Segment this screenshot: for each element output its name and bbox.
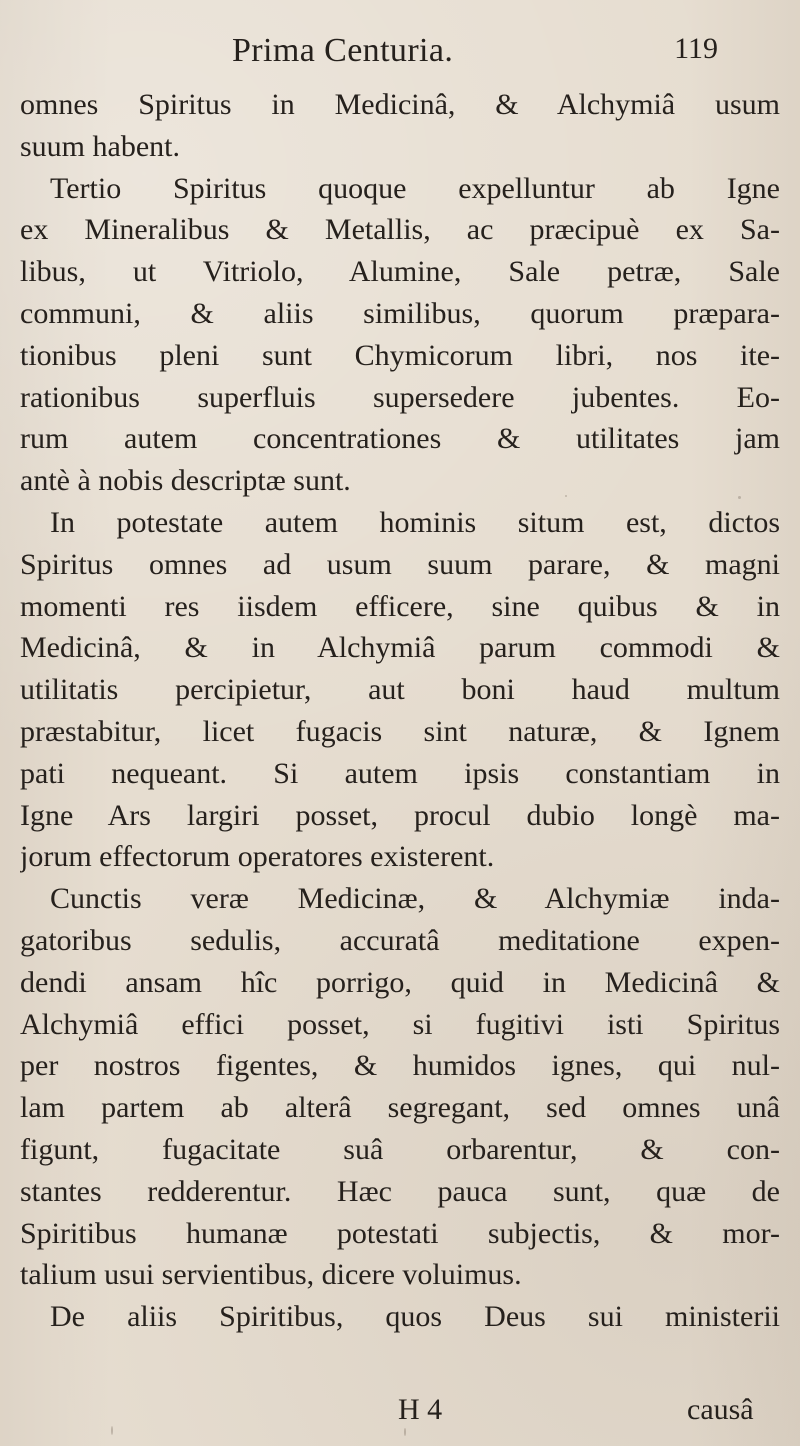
- text-line: libus, ut Vitriolo, Alumine, Sale petræ, Sale: [20, 255, 780, 289]
- page-number: 119: [674, 32, 718, 65]
- text-line: antè à nobis descriptæ sunt.: [20, 464, 351, 498]
- text-line: Cunctis veræ Medicinæ, & Alchymiæ inda-: [50, 882, 780, 916]
- text-line: gatoribus sedulis, accuratâ meditatione expen-: [20, 923, 780, 957]
- paper-speck: [404, 1428, 406, 1436]
- text-line: communi, & aliis similibus, quorum præpara-: [20, 296, 780, 330]
- catchword: causâ: [687, 1393, 754, 1426]
- text-line: ex Mineralibus & Metallis, ac præcipuè ex Sa-: [20, 213, 780, 247]
- paper-speck: [565, 495, 567, 497]
- paper-speck: [111, 1426, 113, 1435]
- text-line: talium usui servientibus, dicere voluimus.: [20, 1258, 522, 1292]
- page-footer: [0, 1395, 800, 1435]
- text-line: præstabitur, licet fugacis sint naturæ, & Ignem: [20, 714, 780, 748]
- text-line: suum habent.: [20, 129, 180, 163]
- text-line: rum autem concentrationes & utilitates jam: [20, 422, 780, 456]
- text-line: Medicinâ, & in Alchymiâ parum commodi &: [20, 631, 780, 665]
- text-line: momenti res iisdem efficere, sine quibus & in: [20, 589, 780, 623]
- text-line: tionibus pleni sunt Chymicorum libri, nos ite-: [20, 338, 780, 372]
- text-line: jorum effectorum operatores existerent.: [20, 840, 495, 874]
- signature-mark: H 4: [398, 1393, 443, 1426]
- text-line: figunt, fugacitate suâ orbarentur, & con-: [20, 1132, 780, 1166]
- text-line: utilitatis percipietur, aut boni haud multum: [20, 673, 780, 707]
- text-line: Spiritus omnes ad usum suum parare, & magni: [20, 547, 780, 581]
- text-line: lam partem ab alterâ segregant, sed omnes unâ: [20, 1091, 780, 1125]
- text-line: rationibus superfluis supersedere jubentes. Eo-: [20, 380, 780, 414]
- text-line: pati nequeant. Si autem ipsis constantiam in: [20, 756, 780, 790]
- text-line: In potestate autem hominis situm est, dictos: [50, 505, 780, 539]
- paper-speck: [738, 496, 741, 499]
- text-line: Spiritibus humanæ potestati subjectis, & mor-: [20, 1216, 780, 1250]
- page-header: [0, 34, 800, 86]
- text-line: per nostros figentes, & humidos ignes, qui nul-: [20, 1049, 780, 1083]
- text-line: De aliis Spiritibus, quos Deus sui ministerii: [50, 1300, 780, 1334]
- text-line: Igne Ars largiri posset, procul dubio longè ma-: [20, 798, 780, 832]
- body-text: [20, 84, 780, 1338]
- text-line: dendi ansam hîc porrigo, quid in Medicinâ &: [20, 965, 780, 999]
- text-line: Tertio Spiritus quoque expelluntur ab Igne: [50, 171, 780, 205]
- running-title: Prima Centuria.: [232, 32, 454, 69]
- text-line: stantes redderentur. Hæc pauca sunt, quæ de: [20, 1174, 780, 1208]
- text-line: Alchymiâ effici posset, si fugitivi isti Spiritus: [20, 1007, 780, 1041]
- text-line: omnes Spiritus in Medicinâ, & Alchymiâ usum: [20, 88, 780, 121]
